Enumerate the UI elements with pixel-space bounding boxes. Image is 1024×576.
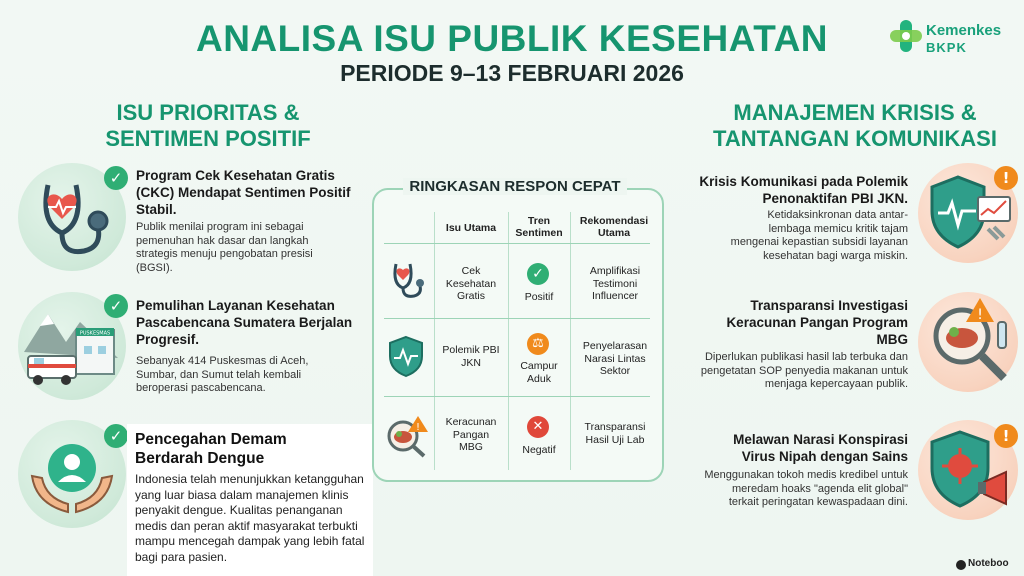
right-section-heading <box>690 100 1020 152</box>
clinic-sign: PUSKESMAS <box>79 330 111 337</box>
check-icon: ✓ <box>104 294 128 318</box>
page-title: ANALISA ISU PUBLIK KESEHATAN <box>195 18 829 59</box>
food-magnifier-icon <box>918 292 1018 392</box>
warning-icon: ! <box>994 166 1018 190</box>
row2-shield-icon <box>386 334 426 378</box>
right-heading-line1: MANAJEMEN KRISIS & <box>733 100 977 125</box>
row1-recommendation: Amplifikasi Testimoni Influencer <box>589 265 641 302</box>
row3-recommendation: Transparansi Hasil Uji Lab <box>584 421 646 446</box>
logo-cross-icon <box>888 18 924 54</box>
right-item1-body: Ketidaksinkronan data antar-lembaga memicu kritik tajam mengenai kepastian subsidi layanan kesehatan bagi warga miskin. <box>730 209 908 262</box>
col-divider <box>508 212 509 470</box>
logo-name: Kemenkes <box>926 22 1002 39</box>
col-divider <box>570 212 571 470</box>
left-item2-body: Sebanyak 414 Puskesmas di Aceh, Sumbar, dan Sumut telah kembali beroperasi pascabencana. <box>136 355 309 394</box>
page-subtitle: PERIODE 9–13 FEBRUARI 2026 <box>340 60 684 86</box>
svg-text:!: ! <box>415 422 421 433</box>
left-item3-title: Pencegahan Demam Berdarah Dengue <box>135 431 287 467</box>
warning-icon: ! <box>994 424 1018 448</box>
row-divider <box>384 396 650 397</box>
row1-stethoscope-icon <box>384 258 428 302</box>
row-divider <box>384 318 650 319</box>
right-item3-body: Menggunakan tokoh medis kredibel untuk meredam hoaks "agenda elit global" terkait peringatan kewaspadaan dini. <box>704 469 908 508</box>
right-item2-title: Transparansi Investigasi Keracunan Pangan Program MBG <box>726 298 908 347</box>
kemenkes-logo <box>888 18 924 54</box>
left-item1-title: Program Cek Kesehatan Gratis (CKC) Mendapat Sentimen Positif Stabil. <box>136 168 351 217</box>
footer-label: Noteboo <box>968 558 1009 569</box>
row1-trend: Positif <box>524 291 554 303</box>
row2-issue: Polemik PBI JKN <box>442 344 500 369</box>
logo-sub: BKPK <box>926 40 967 55</box>
right-item3-title: Melawan Narasi Konspirasi Virus Nipah dengan Sains <box>733 432 908 464</box>
row-divider <box>384 243 650 244</box>
x-icon: ✕ <box>527 416 549 438</box>
row3-issue: Keracunan Pangan MBG <box>445 416 497 453</box>
left-item1-body: Publik menilai program ini sebagai pemenuhan hak dasar dan langkah strategis menuju pengobatan presisi (BGSI). <box>136 221 313 274</box>
right-heading-line2: TANTANGAN KOMUNIKASI <box>713 126 997 151</box>
col-header-trend: Tren Sentimen <box>515 215 563 239</box>
dengue-text-card <box>127 424 373 576</box>
left-heading-line2: SENTIMEN POSITIF <box>105 126 311 151</box>
summary-title-text: RINGKASAN RESPON CEPAT <box>403 178 626 195</box>
row3-food-magnifier-icon <box>384 412 430 458</box>
summary-title <box>380 178 650 195</box>
check-icon: ✓ <box>104 166 128 190</box>
col-divider <box>434 212 435 470</box>
row2-trend: Campur Aduk <box>520 360 558 385</box>
row3-trend: Negatif <box>522 444 556 456</box>
svg-text:!: ! <box>977 307 983 323</box>
check-icon: ✓ <box>527 263 549 285</box>
row1-issue: Cek Kesehatan Gratis <box>445 265 497 302</box>
left-section-heading <box>78 100 338 152</box>
right-item2-body: Diperlukan publikasi hasil lab terbuka dan pengetatan SOP penyedia makanan untuk menjaga kepercayaan publik. <box>700 351 908 390</box>
notebook-logo-icon <box>956 560 966 570</box>
scale-icon: ⚖ <box>527 333 549 355</box>
col-header-issue: Isu Utama <box>445 222 497 234</box>
col-header-recommendation: Rekomendasi Utama <box>579 215 649 239</box>
left-item2-title: Pemulihan Layanan Kesehatan Pascabencana Sumatera Berjalan Progresif. <box>136 298 353 347</box>
left-item3-body: Indonesia telah menunjukkan ketangguhan yang luar biasa dalam manajemen klinis penyakit dengue. Kualitas penanganan medis dan peran aktif masyarakat terbukti mampu mencegah dampak yang lebih fatal bagi para pasien. <box>135 472 365 564</box>
row2-recommendation: Penyelarasan Narasi Lintas Sektor <box>582 340 648 377</box>
right-item1-title: Krisis Komunikasi pada Polemik Penonaktifan PBI JKN. <box>699 174 908 206</box>
check-icon: ✓ <box>104 424 128 448</box>
left-heading-line1: ISU PRIORITAS & <box>116 100 300 125</box>
